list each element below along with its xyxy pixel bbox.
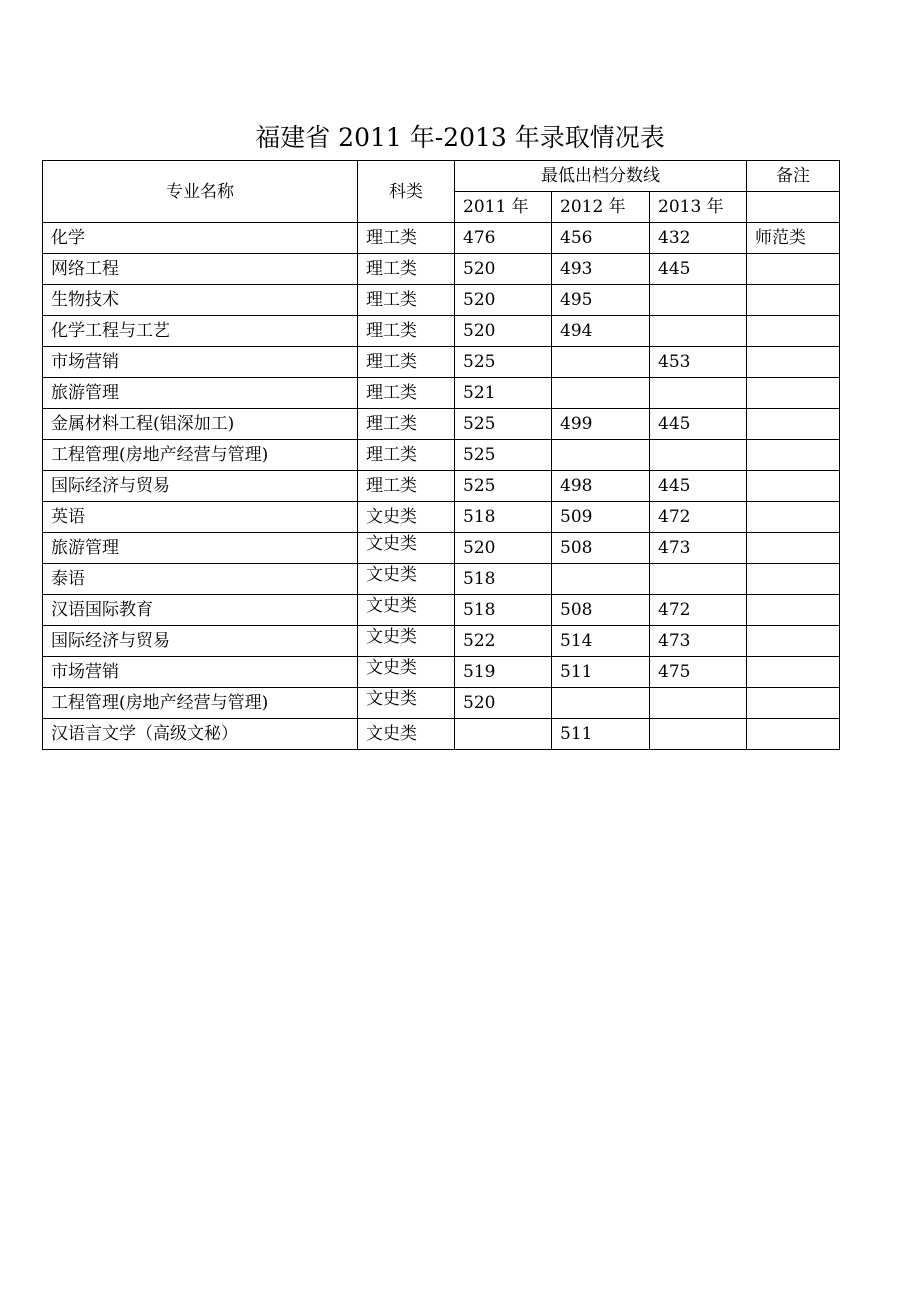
score-2013-cell bbox=[650, 564, 747, 595]
score-2012-cell: 499 bbox=[552, 409, 650, 440]
major-cell: 国际经济与贸易 bbox=[43, 471, 358, 502]
page-title: 福建省 2011 年-2013 年录取情况表 bbox=[255, 123, 665, 152]
category-cell: 理工类 bbox=[358, 316, 455, 347]
major-cell: 市场营销 bbox=[43, 347, 358, 378]
major-cell: 旅游管理 bbox=[43, 533, 358, 564]
major-cell: 国际经济与贸易 bbox=[43, 626, 358, 657]
major-cell: 市场营销 bbox=[43, 657, 358, 688]
note-cell bbox=[747, 254, 840, 285]
category-cell: 理工类 bbox=[358, 285, 455, 316]
score-2012-cell: 456 bbox=[552, 223, 650, 254]
header-note-empty bbox=[747, 192, 840, 223]
score-2011-cell: 519 bbox=[455, 657, 552, 688]
score-2013-cell: 473 bbox=[650, 533, 747, 564]
note-cell bbox=[747, 688, 840, 719]
category-cell: 文史类 bbox=[358, 657, 455, 688]
score-2011-cell: 525 bbox=[455, 471, 552, 502]
major-cell: 化学工程与工艺 bbox=[43, 316, 358, 347]
score-2012-cell bbox=[552, 440, 650, 471]
score-2012-cell bbox=[552, 564, 650, 595]
score-2013-cell: 472 bbox=[650, 595, 747, 626]
table-row bbox=[43, 254, 840, 285]
note-cell bbox=[747, 409, 840, 440]
score-2012-cell bbox=[552, 347, 650, 378]
table-row bbox=[43, 719, 840, 750]
score-2012-cell bbox=[552, 378, 650, 409]
score-2013-cell: 445 bbox=[650, 409, 747, 440]
major-cell: 网络工程 bbox=[43, 254, 358, 285]
score-2013-cell: 453 bbox=[650, 347, 747, 378]
score-2011-cell bbox=[455, 719, 552, 750]
note-cell bbox=[747, 471, 840, 502]
table-body bbox=[43, 223, 840, 750]
category-cell: 理工类 bbox=[358, 471, 455, 502]
score-2011-cell: 520 bbox=[455, 688, 552, 719]
note-cell bbox=[747, 657, 840, 688]
major-cell: 旅游管理 bbox=[43, 378, 358, 409]
major-cell: 工程管理(房地产经营与管理) bbox=[43, 440, 358, 471]
note-cell bbox=[747, 347, 840, 378]
category-cell: 文史类 bbox=[358, 719, 455, 750]
score-2011-cell: 518 bbox=[455, 502, 552, 533]
header-category: 科类 bbox=[358, 161, 455, 223]
score-2011-cell: 525 bbox=[455, 440, 552, 471]
category-cell: 文史类 bbox=[358, 533, 455, 564]
score-2012-cell: 508 bbox=[552, 595, 650, 626]
note-cell bbox=[747, 285, 840, 316]
header-year-2013: 2013 年 bbox=[650, 192, 747, 223]
category-cell: 文史类 bbox=[358, 626, 455, 657]
note-cell bbox=[747, 564, 840, 595]
table-row bbox=[43, 223, 840, 254]
major-cell: 泰语 bbox=[43, 564, 358, 595]
score-2013-cell: 445 bbox=[650, 471, 747, 502]
score-2013-cell bbox=[650, 688, 747, 719]
score-2013-cell bbox=[650, 719, 747, 750]
table-row bbox=[43, 533, 840, 564]
header-min-score: 最低出档分数线 bbox=[455, 161, 747, 192]
header-year-2012: 2012 年 bbox=[552, 192, 650, 223]
score-2012-cell: 493 bbox=[552, 254, 650, 285]
score-2011-cell: 525 bbox=[455, 409, 552, 440]
note-cell bbox=[747, 595, 840, 626]
score-2012-cell: 508 bbox=[552, 533, 650, 564]
score-2013-cell: 445 bbox=[650, 254, 747, 285]
note-cell bbox=[747, 440, 840, 471]
note-cell bbox=[747, 502, 840, 533]
category-cell: 文史类 bbox=[358, 688, 455, 719]
major-cell: 英语 bbox=[43, 502, 358, 533]
score-2011-cell: 520 bbox=[455, 285, 552, 316]
score-2013-cell: 475 bbox=[650, 657, 747, 688]
table-row bbox=[43, 378, 840, 409]
major-cell: 汉语国际教育 bbox=[43, 595, 358, 626]
major-cell: 生物技术 bbox=[43, 285, 358, 316]
major-cell: 汉语言文学（高级文秘） bbox=[43, 719, 358, 750]
header-year-2011: 2011 年 bbox=[455, 192, 552, 223]
table-row bbox=[43, 440, 840, 471]
score-2011-cell: 520 bbox=[455, 316, 552, 347]
major-cell: 工程管理(房地产经营与管理) bbox=[43, 688, 358, 719]
note-cell bbox=[747, 533, 840, 564]
note-cell bbox=[747, 316, 840, 347]
table-row bbox=[43, 502, 840, 533]
category-cell: 理工类 bbox=[358, 347, 455, 378]
category-cell: 文史类 bbox=[358, 564, 455, 595]
category-cell: 理工类 bbox=[358, 223, 455, 254]
score-2013-cell bbox=[650, 440, 747, 471]
note-cell bbox=[747, 378, 840, 409]
major-cell: 金属材料工程(铝深加工) bbox=[43, 409, 358, 440]
score-2012-cell bbox=[552, 688, 650, 719]
score-2012-cell: 511 bbox=[552, 719, 650, 750]
score-2011-cell: 525 bbox=[455, 347, 552, 378]
score-2012-cell: 511 bbox=[552, 657, 650, 688]
score-2011-cell: 476 bbox=[455, 223, 552, 254]
table-row bbox=[43, 688, 840, 719]
score-2012-cell: 498 bbox=[552, 471, 650, 502]
score-2012-cell: 494 bbox=[552, 316, 650, 347]
header-note: 备注 bbox=[747, 161, 840, 192]
category-cell: 理工类 bbox=[358, 378, 455, 409]
score-2011-cell: 518 bbox=[455, 564, 552, 595]
category-cell: 文史类 bbox=[358, 502, 455, 533]
score-2013-cell: 432 bbox=[650, 223, 747, 254]
table-row bbox=[43, 626, 840, 657]
table-row bbox=[43, 409, 840, 440]
note-cell bbox=[747, 626, 840, 657]
header-row-1 bbox=[43, 161, 840, 192]
score-2011-cell: 522 bbox=[455, 626, 552, 657]
category-cell: 理工类 bbox=[358, 254, 455, 285]
table-row bbox=[43, 564, 840, 595]
score-2011-cell: 521 bbox=[455, 378, 552, 409]
admission-table bbox=[42, 160, 840, 750]
score-2013-cell bbox=[650, 378, 747, 409]
table-row bbox=[43, 657, 840, 688]
major-cell: 化学 bbox=[43, 223, 358, 254]
score-2012-cell: 509 bbox=[552, 502, 650, 533]
table-row bbox=[43, 285, 840, 316]
score-2011-cell: 518 bbox=[455, 595, 552, 626]
category-cell: 理工类 bbox=[358, 409, 455, 440]
category-cell: 理工类 bbox=[358, 440, 455, 471]
note-cell bbox=[747, 719, 840, 750]
score-2013-cell: 473 bbox=[650, 626, 747, 657]
header-major: 专业名称 bbox=[43, 161, 358, 223]
table-row bbox=[43, 347, 840, 378]
table-row bbox=[43, 316, 840, 347]
score-2011-cell: 520 bbox=[455, 254, 552, 285]
category-cell: 文史类 bbox=[358, 595, 455, 626]
score-2012-cell: 495 bbox=[552, 285, 650, 316]
score-2013-cell: 472 bbox=[650, 502, 747, 533]
table-row bbox=[43, 595, 840, 626]
score-2013-cell bbox=[650, 316, 747, 347]
score-2012-cell: 514 bbox=[552, 626, 650, 657]
table-row bbox=[43, 471, 840, 502]
score-2013-cell bbox=[650, 285, 747, 316]
score-2011-cell: 520 bbox=[455, 533, 552, 564]
note-cell: 师范类 bbox=[747, 223, 840, 254]
